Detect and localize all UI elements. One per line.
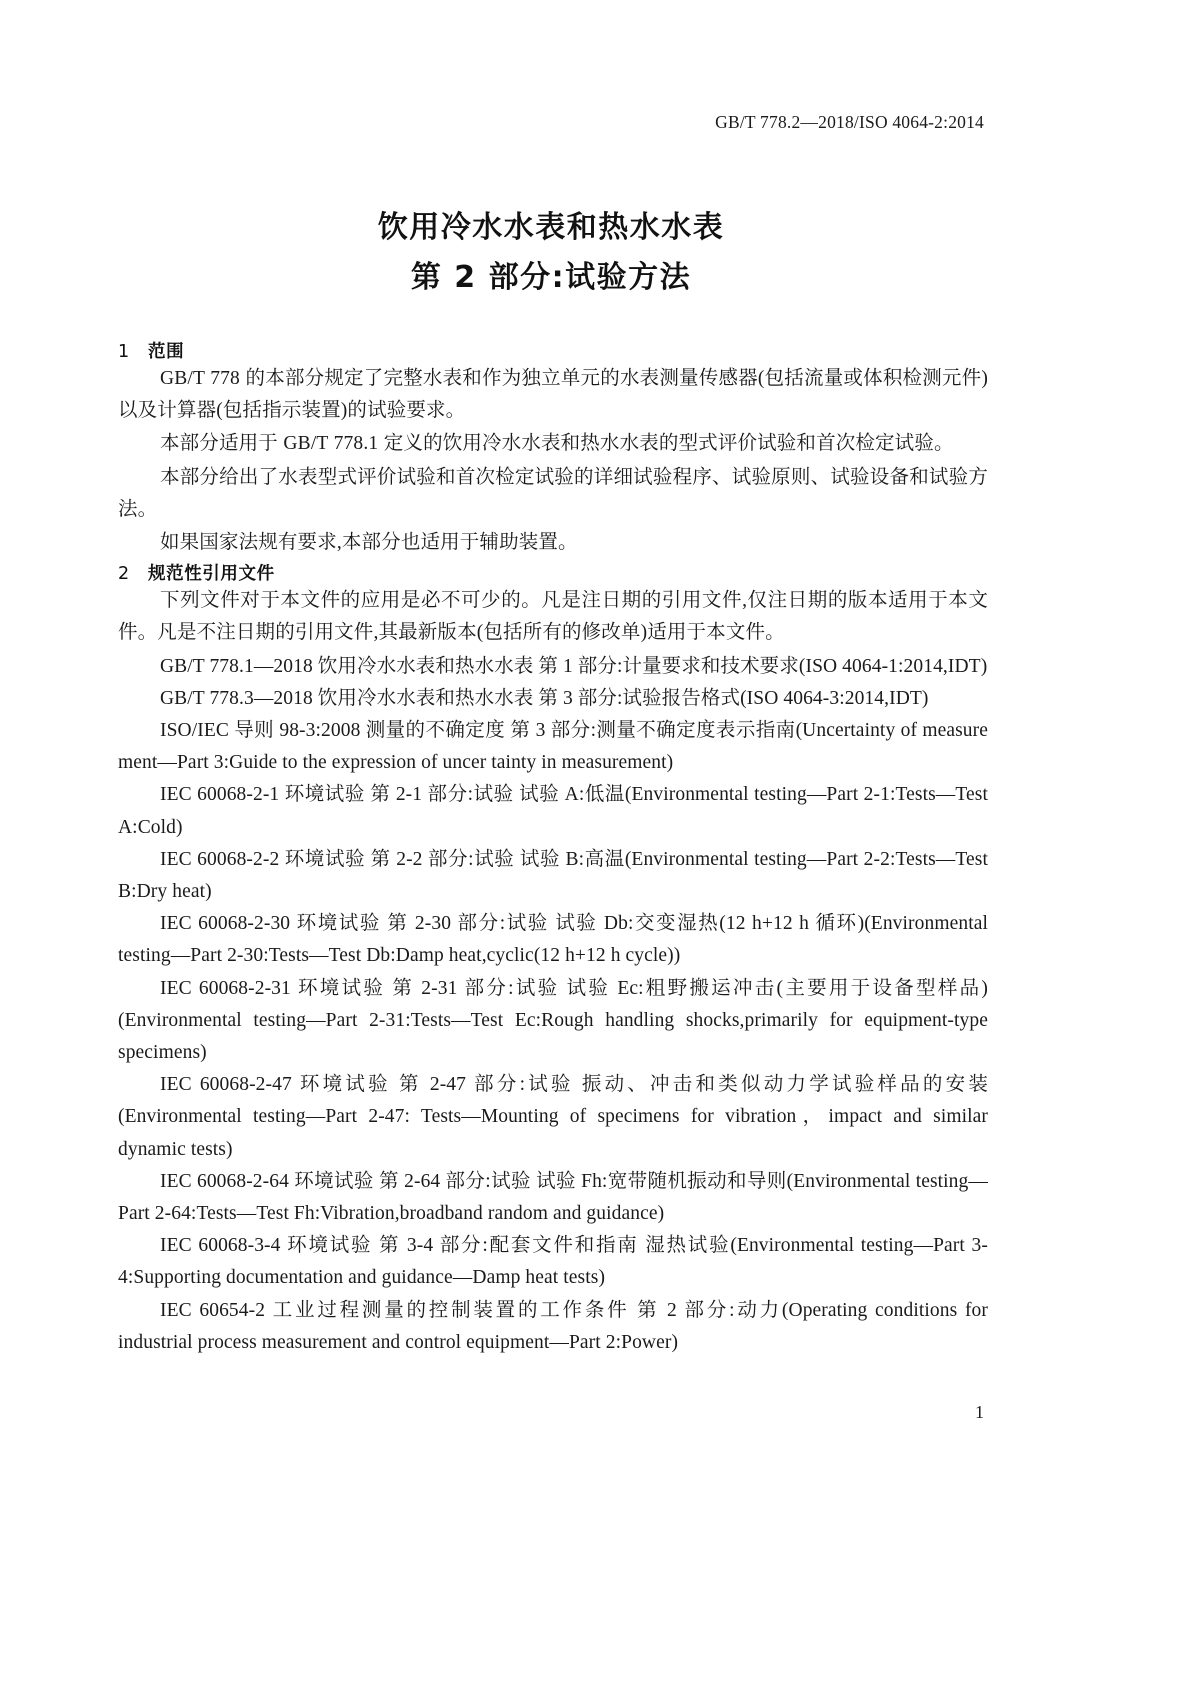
clause-1-heading [118,338,988,363]
normative-reference-item: IEC 60654-2 工业过程测量的控制装置的工作条件 第 2 部分:动力(Operating conditions for industrial process measurement and control equipment—Part 2:Power) [118,1299,988,1353]
normative-reference-item: IEC 60068-2-30 环境试验 第 2-30 部分:试验 试验 Db:交变湿热(12 h+12 h 循环)(Environmental testing—Part 2-30:Tests—Test Db:Damp heat,cyclic(12 h+12 h cycle)) [118,913,988,967]
page-number-value: 1 [975,1402,984,1422]
document-title-line-2: 第 2 部分:试验方法 [410,260,692,295]
document-body [118,338,988,1359]
normative-reference-item: GB/T 778.3—2018 饮用冷水水表和热水水表 第 3 部分:试验报告格式(ISO 4064-3:2014,IDT) [160,687,929,709]
clause-1-paragraph-3: 本部分给出了水表型式评价试验和首次检定试验的详细试验程序、试验原则、试验设备和试验方法。 [118,466,988,520]
clause-1-title: 范围 [148,342,185,362]
normative-reference-item: ISO/IEC 导则 98-3:2008 测量的不确定度 第 3 部分:测量不确定度表示指南(Uncertainty of measure ment—Part 3:Guide to the expression of uncer tainty in measurement) [118,720,988,774]
clause-1-paragraph-2: 本部分适用于 GB/T 778.1 定义的饮用冷水水表和热水水表的型式评价试验和首次检定试验。 [160,433,954,455]
clause-1-paragraph-1: GB/T 778 的本部分规定了完整水表和作为独立单元的水表测量传感器(包括流量或体积检测元件)以及计算器(包括指示装置)的试验要求。 [118,368,988,422]
document-title [118,205,984,301]
normative-reference-item: IEC 60068-2-1 环境试验 第 2-1 部分:试验 试验 A:低温(Environmental testing—Part 2-1:Tests—Test A:Cold) [118,784,988,838]
standard-code: GB/T 778.2—2018/ISO 4064-2:2014 [715,112,984,132]
running-header [118,112,984,133]
document-title-line-1: 饮用冷水水表和热水水表 [377,210,725,245]
page-number [118,1402,984,1423]
normative-reference-item: IEC 60068-2-64 环境试验 第 2-64 部分:试验 试验 Fh:宽带随机振动和导则(Environmental testing—Part 2-64:Tests—Test Fh:Vibration,broadband random and guidance) [118,1170,988,1225]
normative-reference-item: IEC 60068-2-47 环境试验 第 2-47 部分:试验 振动、冲击和类似动力学试验样品的安装(Environmental testing—Part 2-47: Tests—Mounting of specimens for vibration，impact and similar dynamic tests) [118,1074,988,1160]
clause-2-heading [118,560,988,585]
normative-reference-item: IEC 60068-2-31 环境试验 第 2-31 部分:试验 试验 Ec:粗野搬运冲击(主要用于设备型样品)(Environmental testing—Part 2-31:Tests—Test Ec:Rough handling shocks,primarily for equipment-type specimens) [118,977,988,1064]
clause-2-number: 2 [118,564,130,585]
normative-reference-item: IEC 60068-2-2 环境试验 第 2-2 部分:试验 试验 B:高温(Environmental testing—Part 2-2:Tests—Test B:Dry heat) [118,848,988,903]
clause-2-title: 规范性引用文件 [148,564,275,585]
normative-reference-item: IEC 60068-3-4 环境试验 第 3-4 部分:配套文件和指南 湿热试验(Environmental testing—Part 3-4:Supporting documentation and guidance—Damp heat tests) [118,1235,988,1289]
clause-1-paragraph-4: 如果国家法规有要求,本部分也适用于辅助装置。 [160,532,578,554]
clause-1-number: 1 [118,342,130,362]
clause-2-paragraph-1: 下列文件对于本文件的应用是必不可少的。凡是注日期的引用文件,仅注日期的版本适用于本文件。凡是不注日期的引用文件,其最新版本(包括所有的修改单)适用于本文件。 [118,590,988,644]
normative-reference-item: GB/T 778.1—2018 饮用冷水水表和热水水表 第 1 部分:计量要求和技术要求(ISO 4064-1:2014,IDT) [160,655,988,677]
